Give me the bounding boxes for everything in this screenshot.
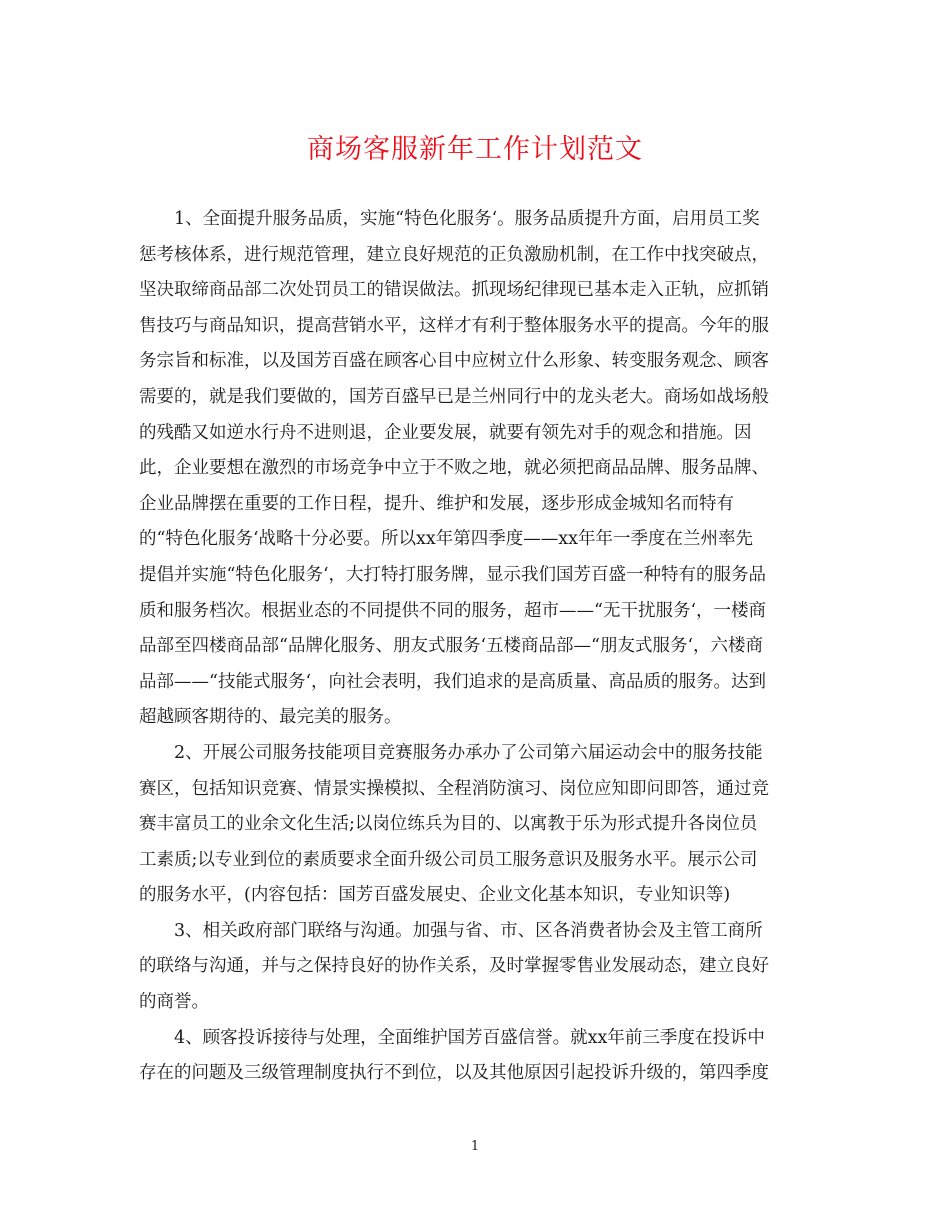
document-title: 商场客服新年工作计划范文 bbox=[307, 134, 643, 165]
text-line: 超越顾客期待的、最完美的服务。 bbox=[139, 707, 402, 728]
text-line: 的服务水平，(内容包括：国芳百盛发展史、企业文化基本知识，专业知识等) bbox=[139, 885, 731, 906]
text-line: 需要的，就是我们要做的，国芳百盛早已是兰州同行中的龙头老大。商场如战场般 bbox=[139, 386, 769, 407]
text-line: 赛区，包括知识竞赛、情景实操模拟、全程消防演习、岗位应知即问即答，通过竞 bbox=[139, 778, 769, 799]
text-line: 此，企业要想在激烈的市场竞争中立于不败之地，就必须把商品品牌、服务品牌、 bbox=[139, 458, 769, 479]
text-line: 售技巧与商品知识，提高营销水平，这样才有利于整体服务水平的提高。今年的服 bbox=[139, 315, 769, 336]
text-line: 提倡并实施“特色化服务‘，大打特打服务牌，显示我们国芳百盛一种特有的服务品 bbox=[139, 564, 767, 585]
text-line: 赛丰富员工的业余文化生活;以岗位练兵为目的、以寓教于乐为形式提升各岗位员 bbox=[139, 814, 758, 835]
text-line: 的残酷又如逆水行舟不进则退，企业要发展，就要有领先对手的观念和措施。因 bbox=[139, 422, 752, 443]
text-line: 3、相关政府部门联络与沟通。加强与省、市、区各消费者协会及主管工商所 bbox=[174, 920, 763, 941]
text-line: 的联络与沟通，并与之保持良好的协作关系，及时掌握零售业发展动态，建立良好 bbox=[139, 956, 769, 977]
document-body bbox=[139, 202, 811, 1092]
text-line: 4、顾客投诉接待与处理，全面维护国芳百盛信誉。就xx年前三季度在投诉中 bbox=[174, 1027, 765, 1048]
text-line: 务宗旨和标准，以及国芳百盛在顾客心目中应树立什么形象、转变服务观念、顾客 bbox=[139, 351, 769, 372]
paragraph-4 bbox=[139, 1021, 811, 1092]
text-line: 坚决取缔商品部二次处罚员工的错误做法。抓现场纪律现已基本走入正轨，应抓销 bbox=[139, 280, 769, 301]
paragraph-2 bbox=[139, 736, 811, 914]
text-line: 品部至四楼商品部“品牌化服务、朋友式服务‘五楼商品部—“朋友式服务‘，六楼商 bbox=[139, 636, 764, 657]
paragraph-3 bbox=[139, 914, 811, 1021]
text-line: 惩考核体系，进行规范管理，建立良好规范的正负激励机制，在工作中找突破点， bbox=[139, 244, 769, 265]
text-line: 1、全面提升服务品质，实施“特色化服务‘。服务品质提升方面，启用员工奖 bbox=[174, 209, 760, 229]
text-line: 2、开展公司服务技能项目竞赛服务办承办了公司第六届运动会中的服务技能 bbox=[174, 742, 763, 763]
text-line: 品部——“技能式服务‘，向社会表明，我们追求的是高质量、高品质的服务。达到 bbox=[139, 671, 767, 692]
page-number: 1 bbox=[470, 1139, 480, 1154]
paragraph-1 bbox=[139, 202, 811, 736]
text-line: 的“特色化服务‘战略十分必要。所以xx年第四季度——xx年年一季度在兰州率先 bbox=[139, 529, 753, 550]
text-line: 的商誉。 bbox=[139, 992, 209, 1013]
text-line: 存在的问题及三级管理制度执行不到位，以及其他原因引起投诉升级的，第四季度 bbox=[139, 1063, 769, 1084]
text-line: 质和服务档次。根据业态的不同提供不同的服务，超市——“无干扰服务‘，一楼商 bbox=[139, 600, 767, 621]
text-line: 工素质;以专业到位的素质要求全面升级公司员工服务意识及服务水平。展示公司 bbox=[139, 849, 758, 870]
text-line: 企业品牌摆在重要的工作日程，提升、维护和发展，逐步形成金城知名而特有 bbox=[139, 493, 734, 514]
